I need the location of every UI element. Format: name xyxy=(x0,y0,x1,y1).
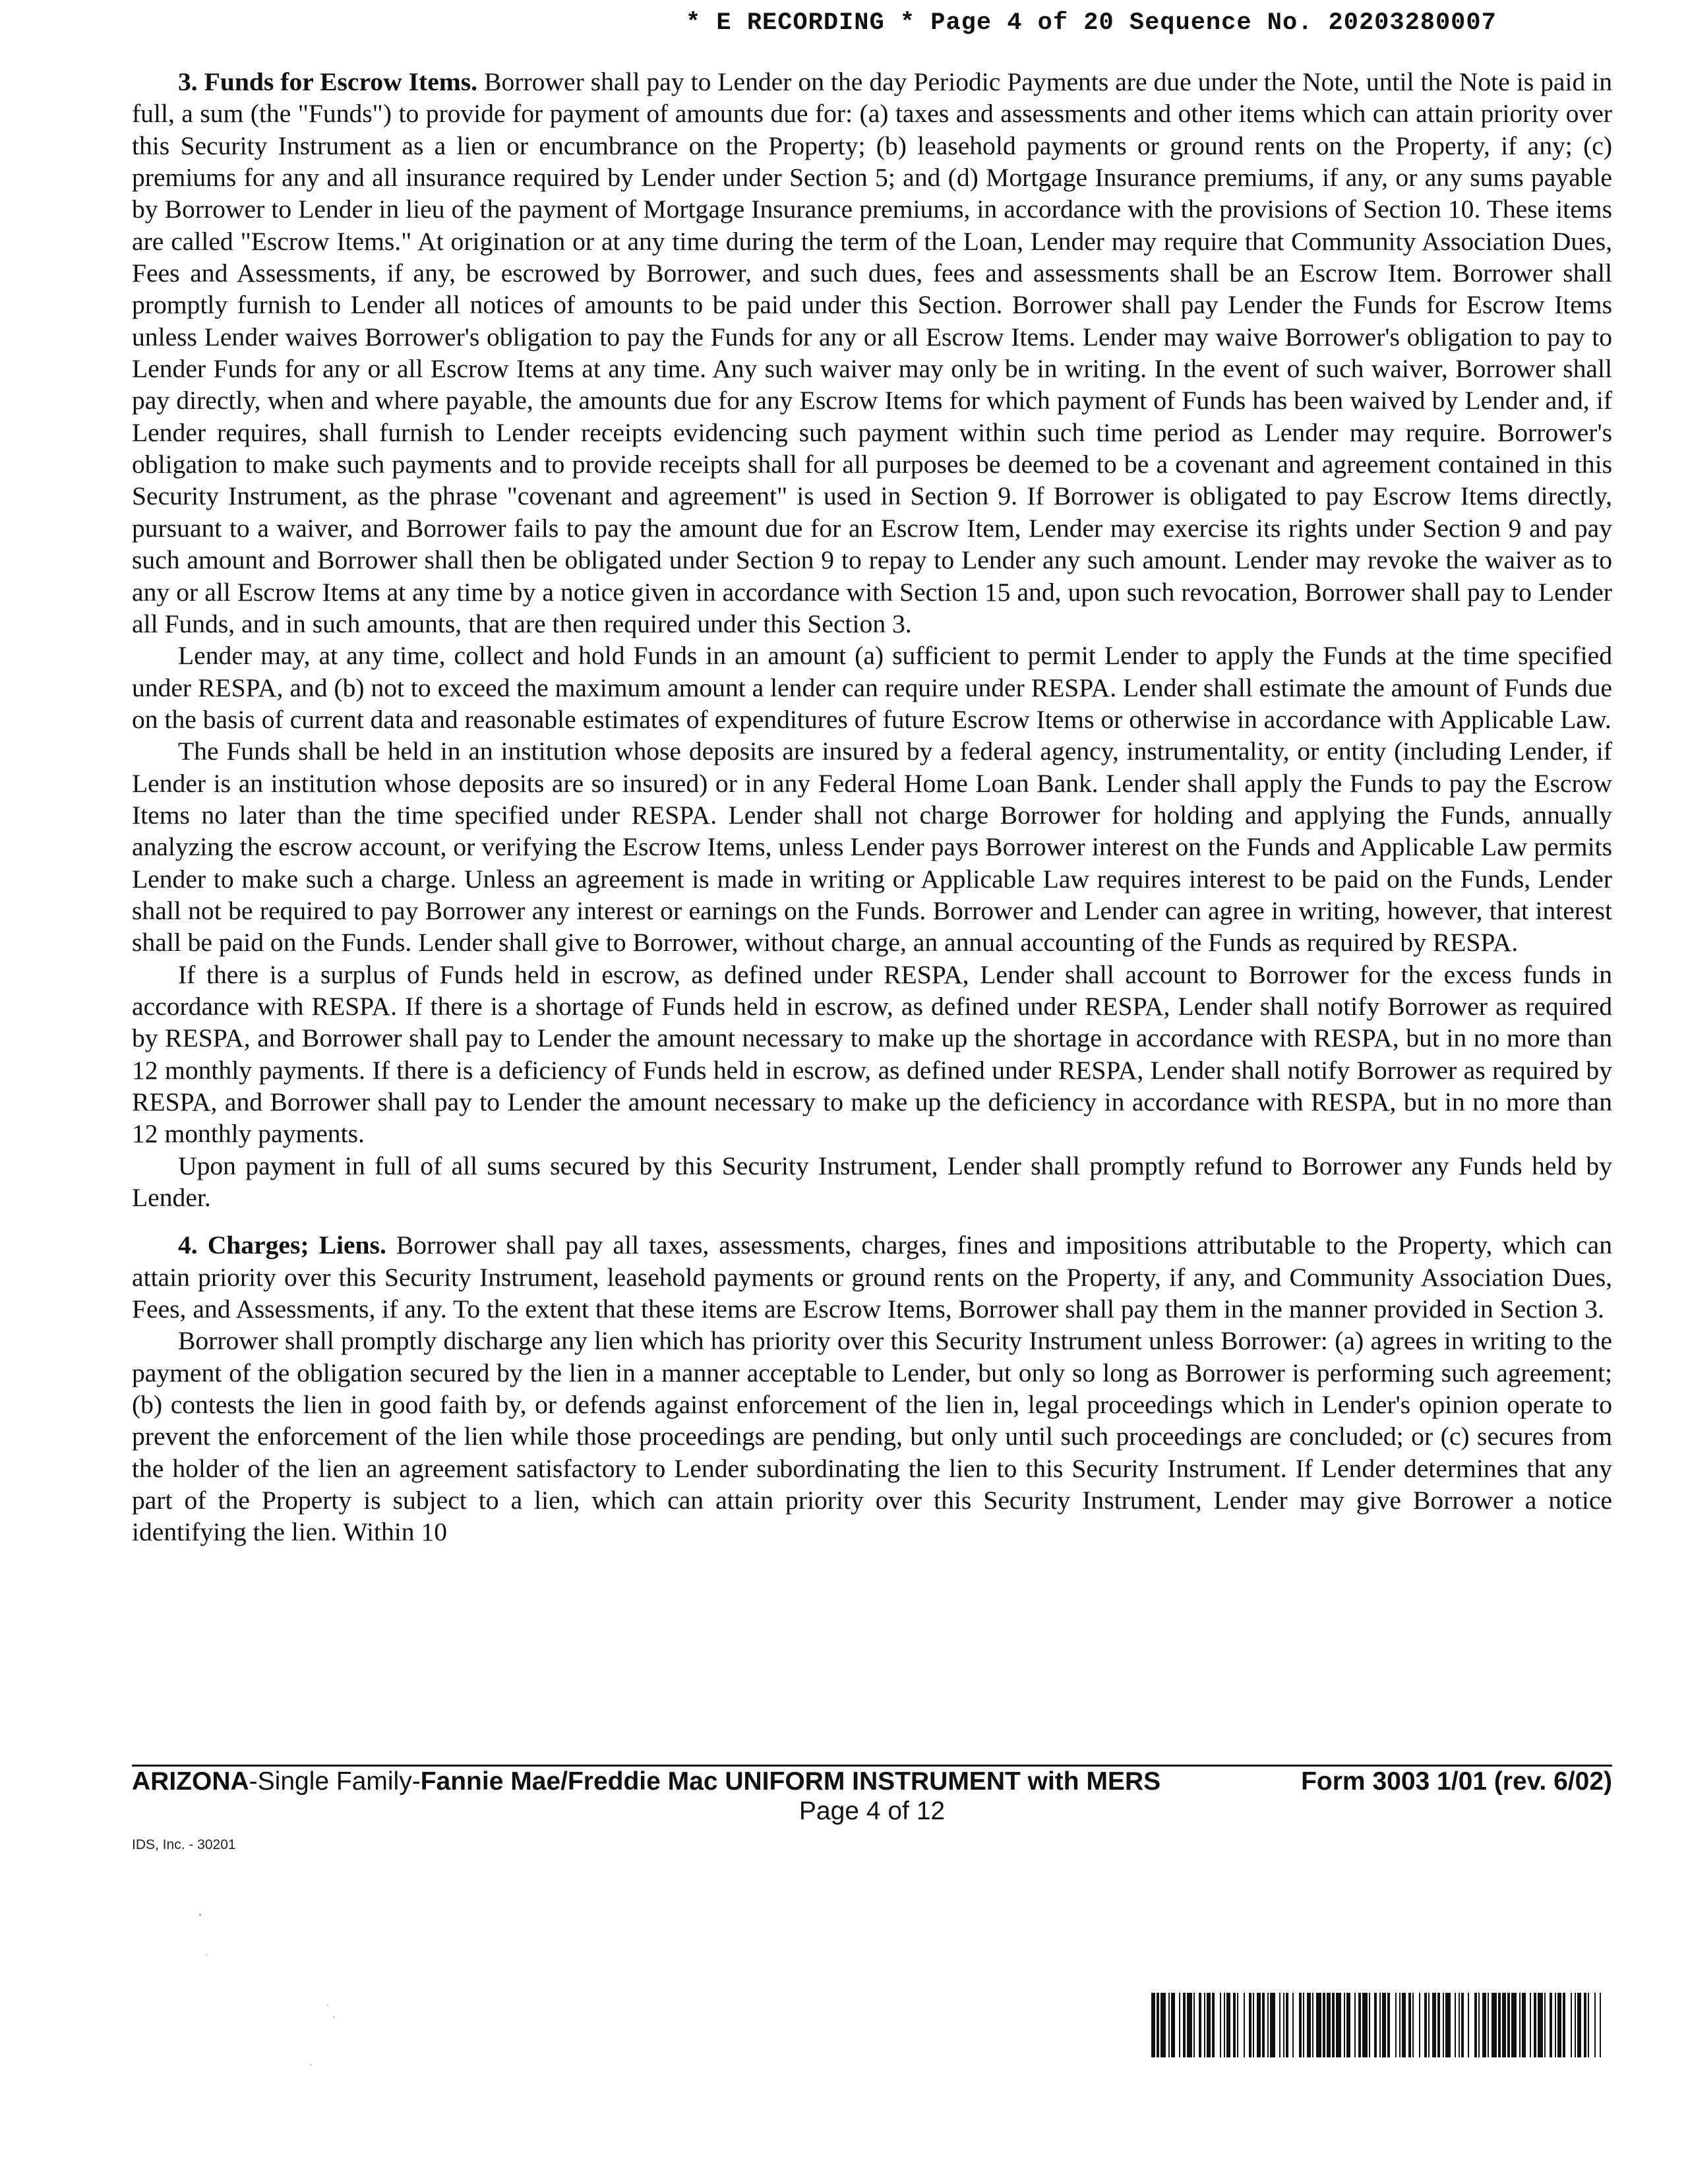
barcode-bar xyxy=(1212,1993,1215,2057)
footer-state: ARIZONA xyxy=(132,1767,249,1796)
barcode-bar xyxy=(1193,1993,1195,2057)
barcode-bar xyxy=(1584,1993,1586,2057)
barcode-bar xyxy=(1571,1993,1572,2057)
barcode-bar xyxy=(1563,1993,1565,2057)
barcode-bar xyxy=(1575,1993,1576,2057)
barcode-bar xyxy=(1237,1993,1238,2057)
barcode-bar xyxy=(1482,1993,1486,2057)
barcode-bar xyxy=(1437,1993,1440,2057)
barcode-bar xyxy=(1369,1993,1370,2057)
barcode-bar xyxy=(1303,1993,1304,2057)
barcode-bar xyxy=(1399,1993,1401,2057)
barcode-bar xyxy=(1507,1993,1510,2057)
barcode-bar xyxy=(1455,1993,1456,2057)
barcode-bar xyxy=(1160,1993,1166,2057)
barcode-bar xyxy=(1220,1993,1221,2057)
barcode-bar xyxy=(1279,1993,1281,2057)
barcode-bar xyxy=(1488,1993,1489,2057)
barcode-bar xyxy=(1307,1993,1311,2057)
barcode-bar xyxy=(1474,1993,1477,2057)
barcode-bar xyxy=(1157,1993,1159,2057)
barcode-bar xyxy=(1511,1993,1517,2057)
section-3-paragraph-3: The Funds shall be held in an institution whose deposits are insured by a federal agency, instrumentality, or entity (including Lender, if Lender is an institution whose deposits are so insured) or in any Federal Home Loan Bank. Lender shall apply the Funds to pay the Escrow Items no later than the time specified under RESPA. Lender shall not charge Borrower for holding and applying the Funds, annually analyzing the escrow account, or verifying the Escrow Items, unless Lender pays Borrower interest on the Funds and Applicable Law permits Lender to make such a charge. Unless an agreement is made in writing or Applicable Law requires interest to be paid on the Funds, Lender shall not be required to pay Borrower any interest or earnings on the Funds. Borrower and Lender can agree in writing, however, that interest shall be paid on the Funds. Lender shall give to Borrower, without charge, an annual accounting of the Funds as required by RESPA. xyxy=(132,737,1612,957)
barcode-bar xyxy=(1249,1993,1251,2057)
barcode-bar xyxy=(1557,1993,1561,2057)
barcode-bar xyxy=(1555,1993,1556,2057)
barcode-bar xyxy=(1374,1993,1377,2057)
barcode-bar xyxy=(1344,1993,1345,2057)
barcode-bar xyxy=(1550,1993,1552,2057)
section-4-text-1: Borrower shall pay all taxes, assessments, charges, fines and impositions attributable to the Property, which can attain priority over this Security Instrument, leasehold payments or ground rents on the Property, if any, and Community Association Dues, Fees, and Assessments, if any. To the extent that these items are Escrow Items, Borrower shall pay them in the manner provided in Section 3. xyxy=(132,1230,1612,1324)
barcode-bar xyxy=(1346,1993,1350,2057)
barcode-bar xyxy=(1432,1993,1436,2057)
vendor-code: IDS, Inc. - 30201 xyxy=(132,1837,236,1852)
barcode-bar xyxy=(1519,1993,1521,2057)
barcode-bar xyxy=(1358,1993,1361,2057)
barcode-bar xyxy=(1151,1993,1155,2057)
barcode-bar xyxy=(1424,1993,1427,2057)
barcode-bar xyxy=(1502,1993,1506,2057)
barcode-bar xyxy=(1461,1993,1464,2057)
barcode-bar xyxy=(1267,1993,1269,2057)
barcode xyxy=(1150,1993,1602,2057)
barcode-bar xyxy=(1270,1993,1275,2057)
section-3-text-1: Borrower shall pay to Lender on the day Periodic Payments are due under the Note, until the Note is paid in full, a sum (the "Funds") to provide for payment of amounts due for: (a) taxes and assessments and other items which can attain priority over this Security Instrument as a lien or encumbrance on the Property; (b) leasehold payments or ground rents on the Property, if any; (c) premiums for any and all insurance required by Lender under Section 5; and (d) Mortgage Insurance premiums, if any, or any sums payable by Borrower to Lender in lieu of the payment of Mortgage Insurance premiums, in accordance with the provisions of Section 10. These items are called "Escrow Items." At origination or at any time during the term of the Loan, Lender may require that Community Association Dues, Fees and Assessments, if any, be escrowed by Borrower, and such dues, fees and assessments shall be an Escrow Item. Borrower shall promptly furnish to Lender all notices of amounts to be paid under this Section. Borrower shall pay Lender the Funds for Escrow Items unless Lender waives Borrower's obligation to pay the Funds for any or all Escrow Items. Lender may waive Borrower's obligation to pay to Lender Funds for any or all Escrow Items at any time. Any such waiver may only be in writing. In the event of such waiver, Borrower shall pay directly, when and where payable, the amounts due for any Escrow Items for which payment of Funds has been waived by Lender and, if Lender requires, shall furnish to Lender receipts evidencing such payment within such time period as Lender may require. Borrower's obligation to make such payments and to provide receipts shall for all purposes be deemed to be a covenant and agreement contained in this Security Instrument, as the phrase "covenant and agreement" is used in Section 9. If Borrower is obligated to pay Escrow Items directly, pursuant to a waiver, and Borrower fails to pay the amount due for an Escrow Item, Lender may exercise its rights under Section 9 and pay such amount and Borrower shall then be obligated under Section 9 to repay to Lender any such amount. Lender may revoke the waiver as to any or all Escrow Items at any time by a notice given in accordance with Section 15 and, upon such revocation, Borrower shall pay to Lender all Funds, and in such amounts, that are then required under this Section 3. xyxy=(132,67,1613,638)
section-4-paragraph-1 xyxy=(132,1229,1612,1325)
form-footer xyxy=(132,1766,1612,1798)
section-4-heading: 4. Charges; Liens. xyxy=(178,1230,386,1260)
barcode-bar xyxy=(1468,1993,1469,2057)
footer-page-number: Page 4 of 12 xyxy=(799,1797,946,1825)
barcode-bar xyxy=(1544,1993,1546,2057)
footer-family: -Single Family- xyxy=(249,1767,421,1796)
barcode-bar xyxy=(1286,1993,1288,2057)
barcode-bar xyxy=(1538,1993,1543,2057)
barcode-bar xyxy=(1478,1993,1480,2057)
barcode-bar xyxy=(1199,1993,1201,2057)
barcode-bar xyxy=(1522,1993,1526,2057)
barcode-bar xyxy=(1445,1993,1451,2057)
barcode-bar xyxy=(1187,1993,1192,2057)
barcode-bar xyxy=(1171,1993,1175,2057)
barcode-bar xyxy=(1419,1993,1420,2057)
barcode-bar xyxy=(1402,1993,1406,2057)
barcode-bar xyxy=(1600,1993,1601,2057)
barcode-bar xyxy=(1207,1993,1211,2057)
barcode-bar xyxy=(1244,1993,1245,2057)
barcode-bar xyxy=(1168,1993,1170,2057)
barcode-bar xyxy=(1262,1993,1265,2057)
barcode-bar xyxy=(1336,1993,1341,2057)
barcode-bar xyxy=(1316,1993,1321,2057)
barcode-bar xyxy=(1179,1993,1180,2057)
barcode-bar xyxy=(1530,1993,1531,2057)
barcode-bar xyxy=(1588,1993,1589,2057)
barcode-bar xyxy=(1459,1993,1460,2057)
barcode-bar xyxy=(1498,1993,1501,2057)
section-3-paragraph-2: Lender may, at any time, collect and hold Funds in an amount (a) sufficient to permit Lender to apply the Funds at the time specified under RESPA, and (b) not to exceed the maximum amount a lender can require under RESPA. Lender shall estimate the amount of Funds due on the basis of current data and reasonable estimates of expenditures of future Escrow Items or otherwise in accordance with Applicable Law. xyxy=(132,641,1612,734)
barcode-bar xyxy=(1395,1993,1397,2057)
barcode-bar xyxy=(1283,1993,1284,2057)
barcode-bar xyxy=(1428,1993,1430,2057)
barcode-bar xyxy=(1362,1993,1368,2057)
section-3-paragraph-5: Upon payment in full of all sums secured by this Security Instrument, Lender shall promptly refund to Borrower any Funds held by Lender. xyxy=(132,1151,1612,1213)
barcode-bar xyxy=(1323,1993,1325,2057)
barcode-bar xyxy=(1387,1993,1390,2057)
document-body xyxy=(132,66,1612,1548)
barcode-bar xyxy=(1204,1993,1205,2057)
footer-instrument-title: Fannie Mae/Freddie Mac UNIFORM INSTRUMENT with MERS xyxy=(420,1767,1161,1796)
barcode-bar xyxy=(1382,1993,1386,2057)
barcode-bar xyxy=(1312,1993,1313,2057)
section-3-paragraph-1 xyxy=(132,66,1612,640)
barcode-bar xyxy=(1183,1993,1186,2057)
barcode-bar xyxy=(1412,1993,1414,2057)
barcode-bar xyxy=(1408,1993,1411,2057)
barcode-bar xyxy=(1226,1993,1230,2057)
barcode-bar xyxy=(1379,1993,1381,2057)
section-3-paragraph-4: If there is a surplus of Funds held in escrow, as defined under RESPA, Lender shall account to Borrower for the excess funds in accordance with RESPA. If there is a shortage of Funds held in escrow, as defined under RESPA, Lender shall notify Borrower as required by RESPA, and Borrower shall pay to Lender the amount necessary to make up the shortage in accordance with RESPA, but in no more than 12 monthly payments. If there is a deficiency of Funds held in escrow, as defined under RESPA, Lender shall notify Borrower as required by RESPA, and Borrower shall pay to Lender the amount necessary to make up the deficiency in accordance with RESPA, but in no more than 12 monthly payments. xyxy=(132,959,1612,1149)
section-3-heading: 3. Funds for Escrow Items. xyxy=(178,67,478,96)
barcode-bar xyxy=(1257,1993,1261,2057)
barcode-bar xyxy=(1332,1993,1335,2057)
barcode-bar xyxy=(1224,1993,1225,2057)
barcode-bar xyxy=(1594,1993,1596,2057)
footer-form-id: Form 3003 1/01 (rev. 6/02) xyxy=(1301,1767,1612,1796)
barcode-bar xyxy=(1577,1993,1581,2057)
barcode-bar xyxy=(1253,1993,1254,2057)
barcode-bar xyxy=(1354,1993,1356,2057)
barcode-bar xyxy=(1299,1993,1302,2057)
barcode-bar xyxy=(1443,1993,1444,2057)
barcode-bar xyxy=(1233,1993,1236,2057)
barcode-bar xyxy=(1327,1993,1331,2057)
barcode-bar xyxy=(1534,1993,1536,2057)
section-4-paragraph-2: Borrower shall promptly discharge any lien which has priority over this Security Instrument unless Borrower: (a) agrees in writing to the payment of the obligation secured by the lien in a manner acceptable to Lender, but only so long as Borrower is performing such agreement; (b) contests the lien in good faith by, or defends against enforcement of the lien in, legal proceedings which in Lender's opinion operate to prevent the enforcement of the lien while those proceedings are pending, but only until such proceedings are concluded; or (c) secures from the holder of the lien an agreement satisfactory to Lender subordinating the lien to this Security Instrument. If Lender determines that any part of the Property is subject to a lien, which can attain priority over this Security Instrument, Lender may give Borrower a notice identifying the lien. Within 10 xyxy=(132,1326,1612,1547)
barcode-bar xyxy=(1292,1993,1294,2057)
barcode-bar xyxy=(1492,1993,1497,2057)
recording-header: * E RECORDING * Page 4 of 20 Sequence No. 20203280007 xyxy=(686,9,1497,37)
